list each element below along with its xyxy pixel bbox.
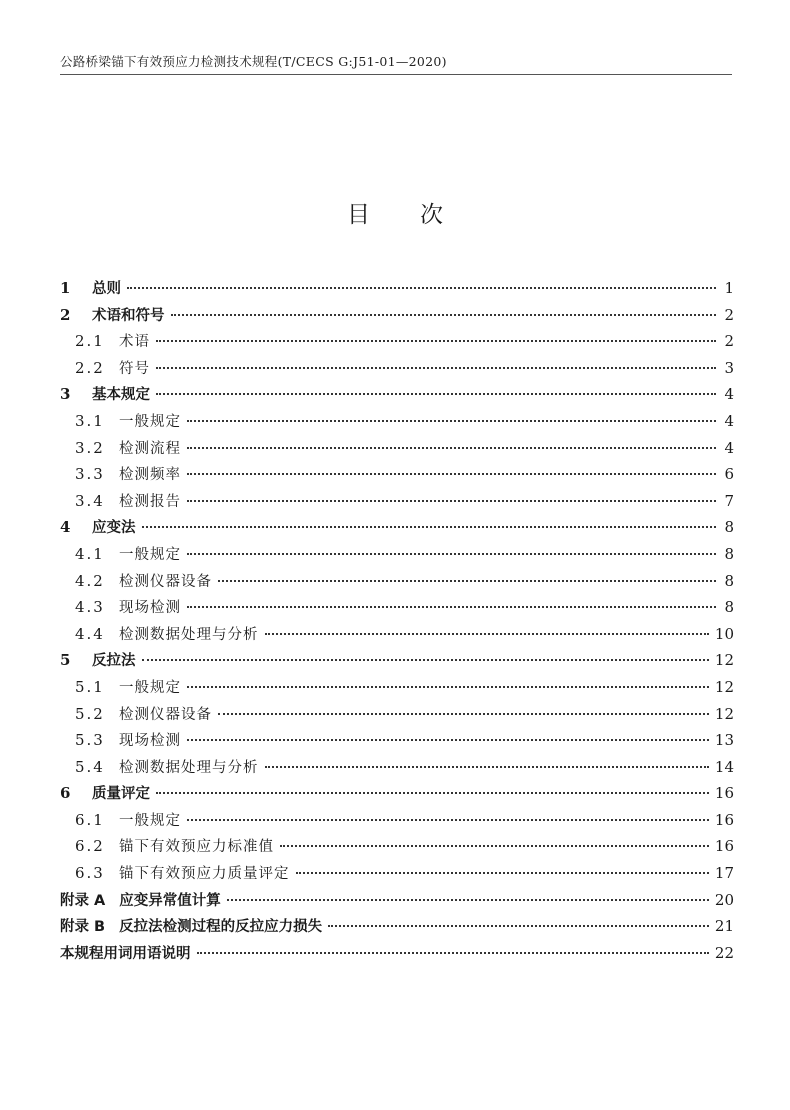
toc-entry-label: 符号 [119, 360, 150, 377]
toc-entry-number: 3 [60, 385, 71, 404]
toc-entry-number: 5.4 [75, 757, 105, 776]
toc-entry-number: 3.4 [75, 491, 105, 510]
toc-entry-number: 1 [60, 279, 71, 297]
toc-entry[interactable] [60, 889, 734, 916]
toc-entry[interactable] [60, 942, 734, 969]
dot-leader [142, 658, 709, 661]
toc-entry[interactable] [60, 596, 734, 623]
toc-entry[interactable] [60, 410, 734, 437]
toc-entry-label: 检测流程 [119, 440, 181, 457]
toc-entry-page-number: 3 [724, 358, 734, 377]
dot-leader [218, 712, 709, 715]
toc-entry-page-number: 2 [724, 332, 734, 351]
toc-entry-page-number: 12 [714, 704, 734, 723]
dot-leader [227, 898, 709, 901]
toc-entry-label: 基本规定 [92, 387, 150, 404]
toc-entry-number: 2.1 [75, 332, 105, 351]
toc-entry-number: 5.3 [75, 731, 105, 750]
toc-entry-number: 5.2 [75, 704, 105, 723]
toc-entry[interactable] [60, 623, 734, 650]
toc-entry-label: 应变异常值计算 [119, 892, 221, 909]
toc-entry[interactable] [60, 703, 734, 730]
dot-leader [156, 392, 716, 395]
toc-entry-label: 一般规定 [119, 546, 181, 563]
toc-entry-page-number: 10 [714, 624, 734, 643]
toc-entry-number: 5 [60, 651, 71, 670]
toc-entry-label: 术语 [119, 334, 150, 351]
toc-entry-number: 4 [60, 518, 71, 537]
toc-entry[interactable] [60, 383, 734, 410]
dot-leader [127, 286, 716, 289]
toc-entry-number: 5.1 [75, 677, 105, 696]
dot-leader [187, 472, 716, 475]
toc-entry-page-number: 17 [714, 864, 734, 883]
toc-entry[interactable] [60, 676, 734, 703]
toc-entry-label: 检测频率 [119, 467, 181, 484]
dot-leader [187, 446, 716, 449]
toc-entry-page-number: 20 [714, 890, 734, 909]
toc-entry[interactable] [60, 543, 734, 570]
toc-entry-label: 现场检测 [119, 600, 181, 617]
toc-entry-number: 4.4 [75, 624, 105, 643]
toc-entry-page-number: 4 [724, 411, 734, 430]
toc-entry-number: 4.1 [75, 544, 105, 563]
toc-entry-label: 一般规定 [119, 812, 181, 829]
dot-leader [187, 605, 716, 608]
toc-entry-page-number: 7 [724, 491, 734, 510]
toc-entry-page-number: 12 [714, 651, 734, 670]
toc-entry[interactable] [60, 330, 734, 357]
toc-entry-number: 3.2 [75, 438, 105, 457]
toc-entry-page-number: 8 [724, 518, 734, 537]
dot-leader [187, 685, 709, 688]
page-title: 目次 [347, 202, 493, 228]
toc-entry-page-number: 6 [724, 465, 734, 484]
dot-leader [280, 844, 709, 847]
toc-entry-page-number: 8 [724, 598, 734, 617]
toc-entry-number: 附录 A [60, 892, 106, 909]
toc-entry-label: 总则 [92, 281, 121, 297]
toc-entry[interactable] [60, 490, 734, 517]
toc-entry[interactable] [60, 304, 734, 331]
toc-entry-number: 2.2 [75, 358, 105, 377]
toc-entry-label: 检测数据处理与分析 [119, 626, 259, 643]
toc-entry[interactable] [60, 277, 734, 304]
dot-leader [142, 525, 717, 528]
toc-entry-label: 反拉法 [92, 653, 136, 670]
dot-leader [218, 579, 716, 582]
toc-entry[interactable] [60, 570, 734, 597]
toc-entry-label: 检测报告 [119, 493, 181, 510]
toc-entry-label: 应变法 [92, 520, 136, 537]
toc-entry-number: 6.2 [75, 837, 105, 856]
toc-entry-label: 术语和符号 [92, 307, 165, 324]
toc-entry-page-number: 12 [714, 677, 734, 696]
toc-entry-page-number: 8 [724, 571, 734, 590]
toc-entry-label: 一般规定 [119, 413, 181, 430]
toc-entry-page-number: 16 [714, 837, 734, 856]
toc-entry[interactable] [60, 782, 734, 809]
toc-entry-label: 一般规定 [119, 679, 181, 696]
toc-entry-page-number: 16 [714, 784, 734, 803]
toc-entry-number: 3.1 [75, 411, 105, 430]
dot-leader [197, 951, 709, 954]
toc-entry-number: 4.2 [75, 571, 105, 590]
dot-leader [187, 419, 716, 422]
toc-entry-label: 检测数据处理与分析 [119, 759, 259, 776]
toc-entry-label: 检测仪器设备 [119, 706, 212, 723]
toc-entry-label: 锚下有效预应力标准值 [119, 839, 274, 856]
toc-entry-number: 2 [60, 305, 71, 324]
toc-entry[interactable] [60, 835, 734, 862]
dot-leader [187, 738, 709, 741]
toc-entry-number: 3.3 [75, 465, 105, 484]
dot-leader [265, 632, 709, 635]
toc-entry-number: 6 [60, 784, 71, 803]
toc-entry-number: 附录 B [60, 919, 106, 936]
running-header: 公路桥梁锚下有效预应力检测技术规程(T/CECS G:J51-01—2020) [60, 54, 447, 69]
toc-entry[interactable] [60, 357, 734, 384]
toc-entry[interactable] [60, 437, 734, 464]
toc-entry-page-number: 2 [724, 305, 734, 324]
dot-leader [296, 871, 709, 874]
toc-entry[interactable] [60, 862, 734, 889]
toc-entry[interactable] [60, 463, 734, 490]
dot-leader [156, 366, 716, 369]
toc-entry-page-number: 16 [714, 810, 734, 829]
table-of-contents [60, 277, 734, 968]
dot-leader [171, 313, 717, 316]
toc-entry[interactable] [60, 649, 734, 676]
toc-entry-number: 6.3 [75, 864, 105, 883]
dot-leader [156, 791, 709, 794]
toc-entry-number: 4.3 [75, 598, 105, 617]
toc-entry-label: 现场检测 [119, 733, 181, 750]
dot-leader [156, 339, 716, 342]
dot-leader [187, 818, 709, 821]
toc-entry-page-number: 4 [724, 385, 734, 404]
toc-entry-label: 反拉法检测过程的反拉应力损失 [119, 919, 323, 936]
toc-entry[interactable] [60, 516, 734, 543]
toc-entry[interactable] [60, 915, 734, 942]
toc-entry-page-number: 21 [714, 917, 734, 936]
header-divider [60, 74, 732, 75]
toc-entry-label: 锚下有效预应力质量评定 [119, 866, 290, 883]
toc-entry-label: 本规程用词用语说明 [60, 945, 191, 962]
dot-leader [265, 765, 709, 768]
dot-leader [328, 924, 709, 927]
dot-leader [187, 499, 716, 502]
toc-entry[interactable] [60, 756, 734, 783]
toc-entry-number: 6.1 [75, 810, 105, 829]
toc-entry-label: 质量评定 [92, 786, 150, 803]
toc-entry-page-number: 4 [724, 438, 734, 457]
toc-entry[interactable] [60, 809, 734, 836]
toc-entry-page-number: 13 [714, 731, 734, 750]
toc-entry-label: 检测仪器设备 [119, 573, 212, 590]
toc-entry-page-number: 1 [724, 279, 734, 297]
toc-entry[interactable] [60, 729, 734, 756]
toc-entry-page-number: 14 [714, 757, 734, 776]
toc-entry-page-number: 22 [714, 943, 734, 962]
toc-entry-page-number: 8 [724, 544, 734, 563]
dot-leader [187, 552, 716, 555]
